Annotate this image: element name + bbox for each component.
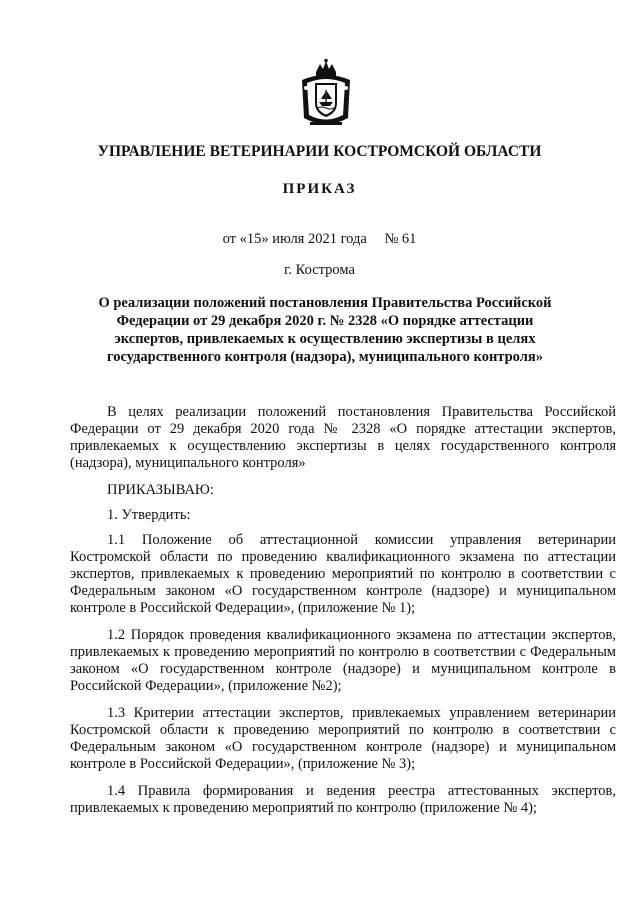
city: г. Кострома [284,262,355,278]
coat-of-arms-icon [298,58,354,130]
organization-name: УПРАВЛЕНИЕ ВЕТЕРИНАРИИ КОСТРОМСКОЙ ОБЛАСТИ [97,143,542,160]
item-1-4: 1.4 Правила формирования и ведения реестра аттестованных экспертов, привлекаемых к проведению мероприятий по контролю (приложение № 4); [70,783,616,816]
document-title: О реализации положений постановления Правительства Российской Федерации от 29 декабря 2020 г. № 2328 «О порядке аттестации экспертов, привлекаемых к осуществлению экспертизы в целях государственного контроля (надзора), муниципального контроля» [98,295,552,365]
document-type: ПРИКАЗ [282,181,357,197]
item-1-1: 1.1 Положение об аттестационной комиссии управления ветеринарии Костромской области по проведению квалификационного экзамена по аттестации экспертов, привлекаемых к проведению мероприятий по контролю в соответствии с Федеральным законом «О государственном контроле (надзоре) и муниципальном контроле в Российской Федерации», (приложение № 1); [70,532,616,616]
document-body [70,404,616,823]
order-word: ПРИКАЗЫВАЮ: [107,482,214,498]
item-1-3: 1.3 Критерии аттестации экспертов, привлекаемых управлением ветеринарии Костромской области к проведению мероприятий по контролю в соответствии с Федеральным законом «О государственном контроле (надзоре) и муниципальном контроле в Российской Федерации», (приложение № 3); [70,705,616,772]
order-number: № 61 [384,231,417,247]
date-line [0,231,639,248]
item-1: 1. Утвердить: [107,507,191,523]
order-date: от «15» июля 2021 года [222,231,367,247]
item-1-2: 1.2 Порядок проведения квалификационного экзамена по аттестации экспертов, привлекаемых к проведению мероприятий по контролю в соответствии с Федеральным законом «О государственном контроле (надзоре) и муниципальном контроле в Российской Федерации», (приложение №2); [70,627,616,694]
preamble-paragraph: В целях реализации положений постановления Правительства Российской Федерации от 29 декабря 2020 года № 2328 «О порядке аттестации экспертов, привлекаемых к осуществлению экспертизы в целях государственного контроля (надзора), муниципального контроля» [70,404,616,471]
